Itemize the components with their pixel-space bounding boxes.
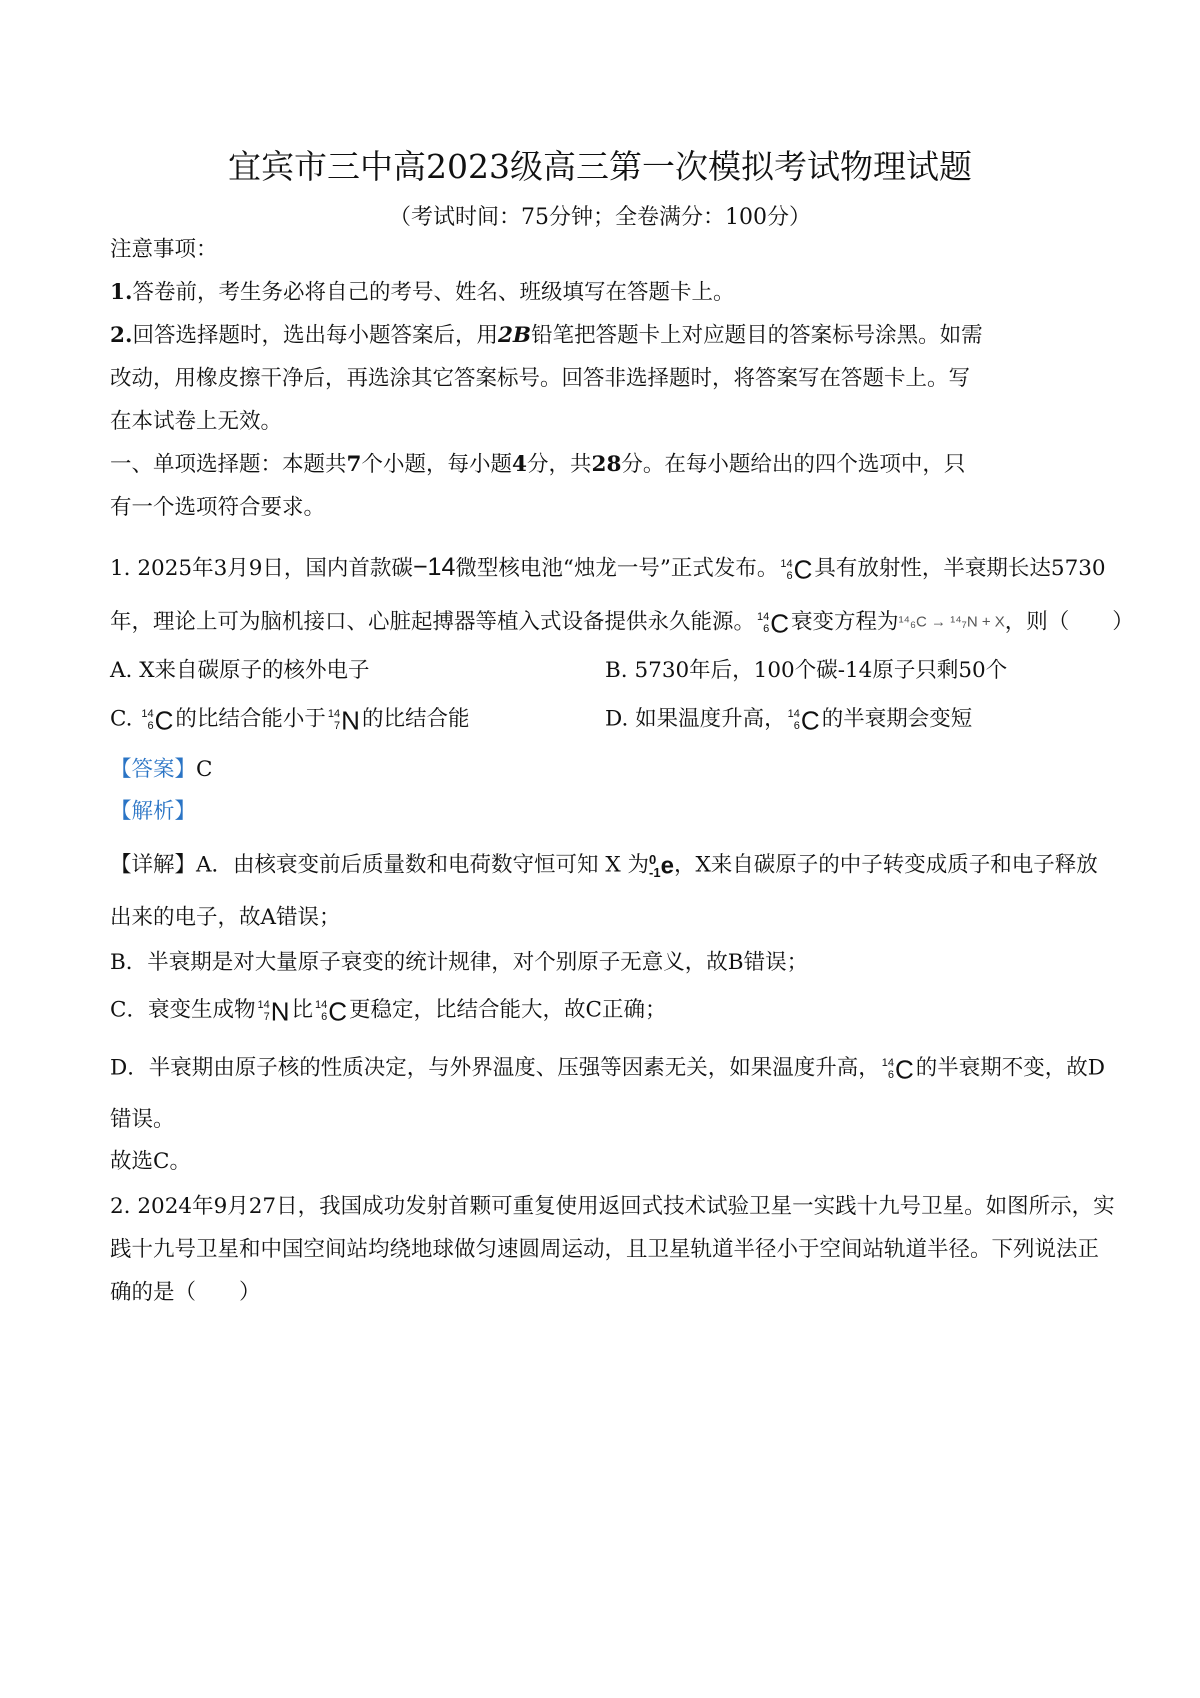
option-c: C. 14 6 C的比结合能小于 14 7 N的比结合能 xyxy=(110,705,470,736)
carbon-14-nuclide: 14 6 C xyxy=(780,554,813,585)
page-title: 宜宾市三中高2023级高三第一次模拟考试物理试题 xyxy=(228,147,972,186)
notice-item-1: 1.答卷前，考生务必将自己的考号、姓名、班级填写在答题卡上。 xyxy=(110,280,735,305)
exam-info: （考试时间：75分钟；全卷满分：100分） xyxy=(389,205,811,230)
detail-d-line2: 错误。 xyxy=(110,1107,175,1132)
electron-symbol: 0 -1 e xyxy=(649,852,674,881)
section-heading: 一、单项选择题：本题共7个小题，每小题4分，共28分。在每小题给出的四个选项中，只 xyxy=(110,452,966,477)
notice-item-2-line2: 改动，用橡皮擦干净后，再选涂其它答案标号。回答非选择题时，将答案写在答题卡上。写 xyxy=(110,366,971,391)
option-d: D. 如果温度升高， 14 6 C的半衰期会变短 xyxy=(605,705,973,736)
nitrogen-14-nuclide: 14 7 N xyxy=(327,705,360,736)
answer-line xyxy=(110,755,212,785)
carbon-14-nuclide: 14 6 C xyxy=(141,705,174,736)
option-b: B. 5730年后，100个碳-14原子只剩50个 xyxy=(605,658,1008,683)
conclusion: 故选C。 xyxy=(110,1149,191,1174)
section-heading-line2: 有一个选项符合要求。 xyxy=(110,495,326,520)
nitrogen-14-nuclide: 14 7 N xyxy=(257,996,290,1027)
question-1-stem-line2: 年，理论上可为脑机接口、心脏起搏器等植入式设备提供永久能源。 14 6 C衰变方程为¹⁴₆C → ¹⁴₇N + X，则（ ） xyxy=(110,608,1134,639)
answer-value: C xyxy=(196,757,213,782)
detail-a: 【详解】A．由核衰变前后质量数和电荷数守恒可知 X 为 0 -1 e，X来自碳原子的中子转变成质子和电子释放 xyxy=(110,850,1098,881)
option-a: A. X来自碳原子的核外电子 xyxy=(110,658,370,683)
carbon-14-nuclide: 14 6 C xyxy=(315,996,348,1027)
carbon-14-nuclide: 14 6 C xyxy=(881,1054,914,1085)
detail-b: B．半衰期是对大量原子衰变的统计规律，对个别原子无意义，故B错误； xyxy=(110,950,809,975)
detail-a-line2: 出来的电子，故A错误； xyxy=(110,905,341,930)
question-2-stem-line3: 确的是（ ） xyxy=(110,1280,261,1305)
carbon-14-nuclide: 14 6 C xyxy=(757,608,790,639)
detail-d: D．半衰期由原子核的性质决定，与外界温度、压强等因素无关，如果温度升高， 14 6 C的半衰期不变，故D xyxy=(110,1054,1106,1085)
question-1-stem: 1. 2025年3月9日，国内首款碳−14微型核电池“烛龙一号”正式发布。 14 6 C具有放射性，半衰期长达5730 xyxy=(110,553,1106,585)
notice-item-2-line3: 在本试卷上无效。 xyxy=(110,409,283,434)
analysis-tag: 【解析】 xyxy=(110,799,197,824)
answer-tag: 【答案】 xyxy=(110,757,197,782)
carbon-14-nuclide: 14 6 C xyxy=(787,705,820,736)
question-2-stem: 2. 2024年9月27日，我国成功发射首颗可重复使用返回式技术试验卫星一实践十九号卫星。如图所示，实 xyxy=(110,1194,1115,1219)
notice-heading: 注意事项： xyxy=(110,237,218,262)
question-2-stem-line2: 践十九号卫星和中国空间站均绕地球做匀速圆周运动，且卫星轨道半径小于空间站轨道半径。下列说法正 xyxy=(110,1237,1100,1262)
carbon-14-label: −14 xyxy=(412,553,456,581)
detail-c: C．衰变生成物 14 7 N比 14 6 C更稳定，比结合能大，故C正确； xyxy=(110,996,667,1027)
notice-item-2: 2.回答选择题时，选出每小题答案后，用2B铅笔把答题卡上对应题目的答案标号涂黑。如需 xyxy=(110,323,983,348)
decay-equation: ¹⁴₆C → ¹⁴₇N + X xyxy=(898,613,1005,631)
